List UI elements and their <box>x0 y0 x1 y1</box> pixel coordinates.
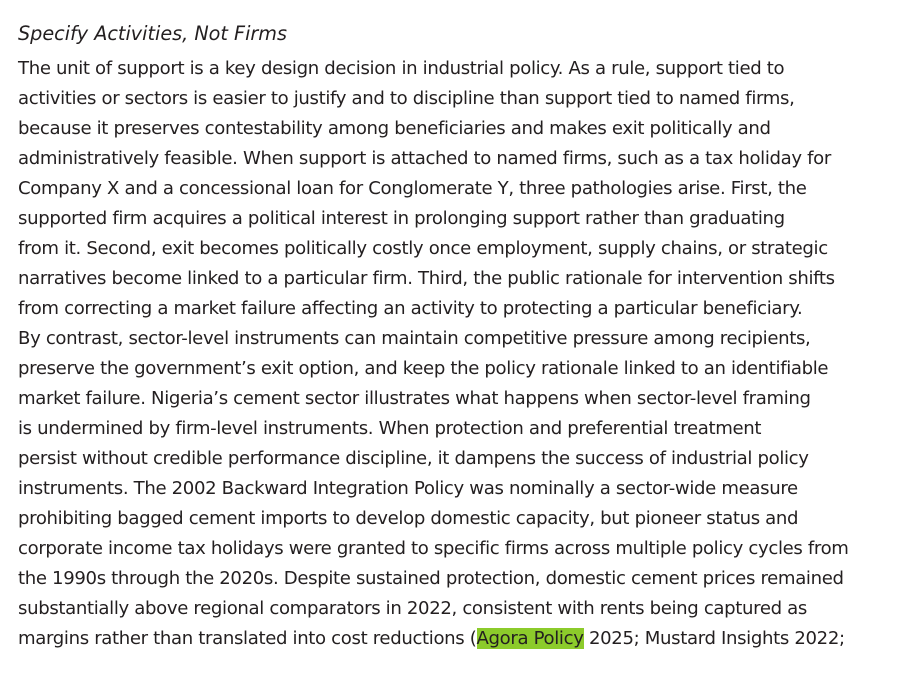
text-segment: margins rather than translated into cost reductions ( <box>18 628 477 649</box>
text-line: because it preserves contestability among beneficiaries and makes exit politically and <box>18 118 771 139</box>
text-line: persist without credible performance discipline, it dampens the success of industrial policy <box>18 448 809 469</box>
text-line: corporate income tax holidays were granted to specific firms across multiple policy cycles from <box>18 538 849 559</box>
text-line: from correcting a market failure affecting an activity to protecting a particular beneficiary. <box>18 298 803 319</box>
text-line: market failure. Nigeria’s cement sector illustrates what happens when sector-level framing <box>18 388 811 409</box>
section-heading: Specify Activities, Not Firms <box>18 22 287 45</box>
text-line: preserve the government’s exit option, and keep the policy rationale linked to an identifiable <box>18 358 829 379</box>
text-line: By contrast, sector-level instruments can maintain competitive pressure among recipients, <box>18 328 811 349</box>
text-line: activities or sectors is easier to justify and to discipline than support tied to named firms, <box>18 88 795 109</box>
document-page <box>18 20 910 654</box>
text-segment: 2025; Mustard Insights 2022; <box>583 628 845 649</box>
text-line: from it. Second, exit becomes politically costly once employment, supply chains, or strategic <box>18 238 828 259</box>
text-line: Company X and a concessional loan for Conglomerate Y, three pathologies arise. First, the <box>18 178 807 199</box>
text-line: supported firm acquires a political interest in prolonging support rather than graduating <box>18 208 785 229</box>
text-line: administratively feasible. When support is attached to named firms, such as a tax holiday for <box>18 148 831 169</box>
text-line-last <box>18 624 910 654</box>
text-line: instruments. The 2002 Backward Integration Policy was nominally a sector-wide measure <box>18 478 798 499</box>
text-line: narratives become linked to a particular firm. Third, the public rationale for intervention shifts <box>18 268 835 289</box>
text-line: substantially above regional comparators in 2022, consistent with rents being captured as <box>18 598 807 619</box>
text-line: prohibiting bagged cement imports to develop domestic capacity, but pioneer status and <box>18 508 799 529</box>
text-line: The unit of support is a key design decision in industrial policy. As a rule, support tied to <box>18 58 785 79</box>
citation-highlight[interactable]: Agora Policy <box>476 628 584 649</box>
text-line: is undermined by firm-level instruments. When protection and preferential treatment <box>18 418 762 439</box>
body-paragraph <box>18 54 910 654</box>
text-line: the 1990s through the 2020s. Despite sustained protection, domestic cement prices remained <box>18 568 844 589</box>
